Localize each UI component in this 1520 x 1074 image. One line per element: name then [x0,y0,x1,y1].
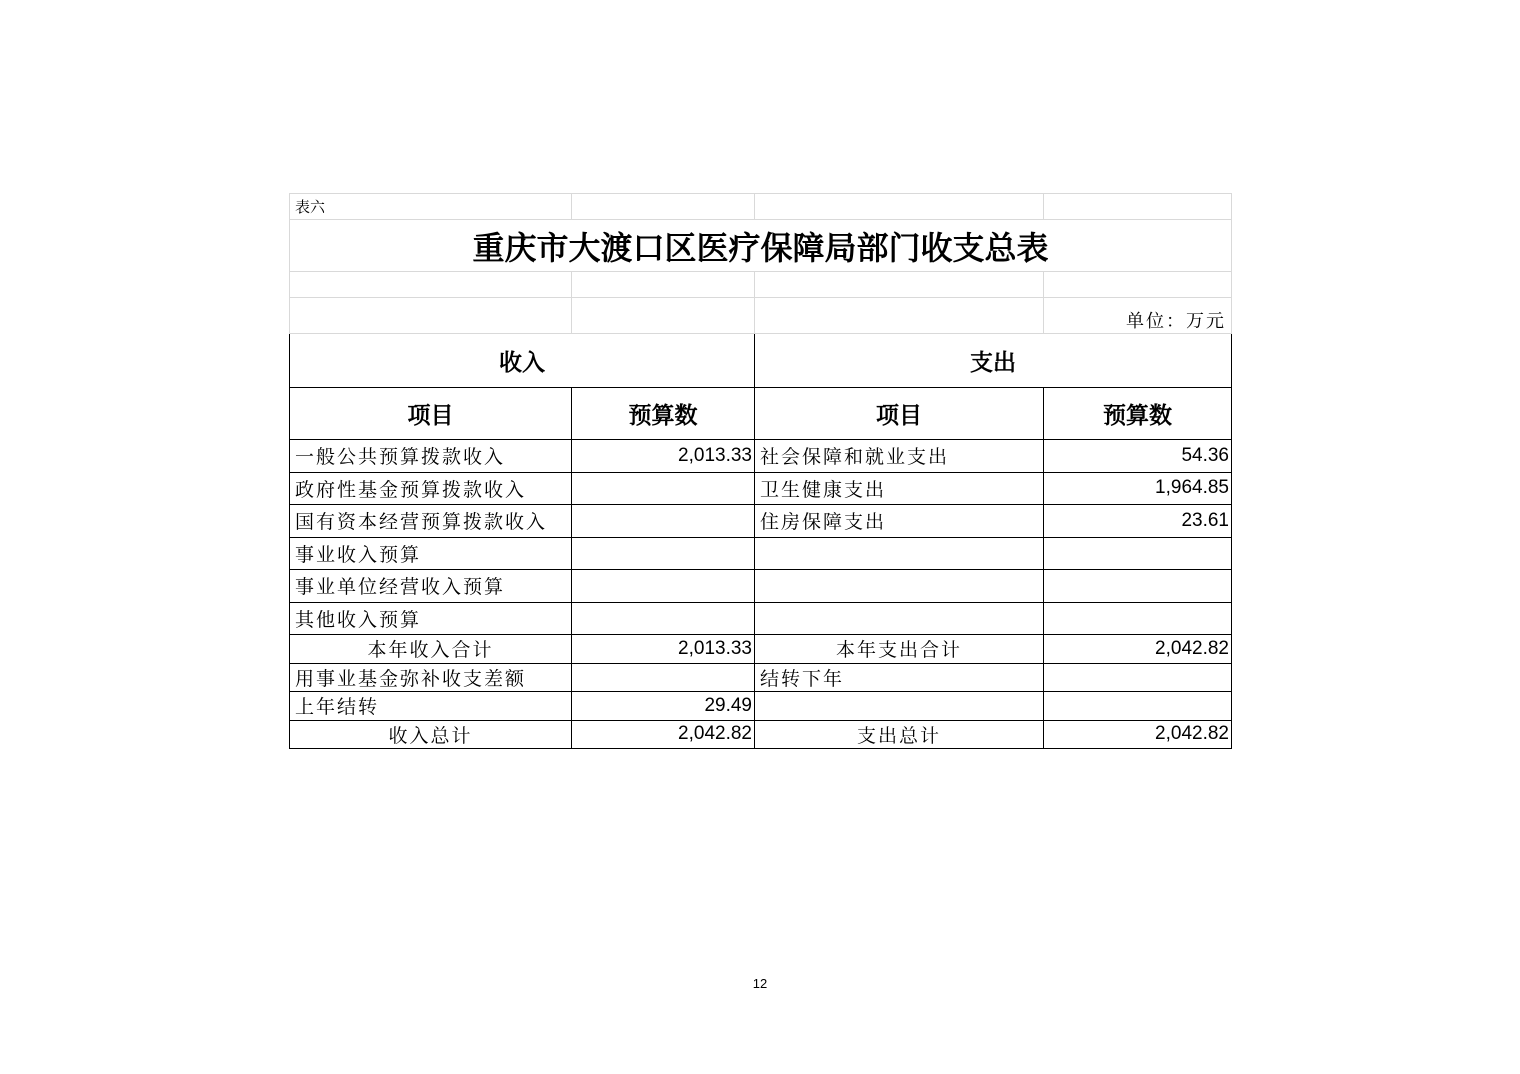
expense-subtotal-label: 本年支出合计 [755,635,1044,664]
table-row [290,663,1232,692]
expense-item: 卫生健康支出 [755,472,1044,505]
income-subtotal-label: 本年收入合计 [290,635,572,664]
income-item: 上年结转 [290,692,572,721]
income-item: 其他收入预算 [290,602,572,635]
expense-item-header: 项目 [755,388,1044,440]
income-budget-header: 预算数 [572,388,755,440]
budget-sheet [289,193,1231,749]
expense-value [1044,570,1232,603]
table-row [290,440,1232,473]
income-total-label: 收入总计 [290,720,572,749]
income-value: 2,013.33 [572,440,755,473]
income-total-value: 2,042.82 [572,720,755,749]
expense-item [755,692,1044,721]
income-subtotal-value: 2,013.33 [572,635,755,664]
expense-value: 1,964.85 [1044,472,1232,505]
total-row [290,720,1232,749]
income-item-header: 项目 [290,388,572,440]
income-value [572,472,755,505]
income-item: 用事业基金弥补收支差额 [290,663,572,692]
page-number: 12 [752,976,768,991]
expense-item [755,602,1044,635]
income-value [572,570,755,603]
expense-total-label: 支出总计 [755,720,1044,749]
column-header-row [290,388,1232,440]
budget-table [289,193,1232,749]
table-row [290,570,1232,603]
income-value [572,663,755,692]
expense-value [1044,692,1232,721]
income-item: 政府性基金预算拨款收入 [290,472,572,505]
section-header-row [290,334,1232,388]
income-value: 29.49 [572,692,755,721]
expense-budget-header: 预算数 [1044,388,1232,440]
table-row [290,537,1232,570]
table-row [290,505,1232,538]
expense-value: 54.36 [1044,440,1232,473]
title-row [290,220,1232,272]
income-item: 一般公共预算拨款收入 [290,440,572,473]
table-label: 表六 [290,194,572,220]
expense-header: 支出 [755,334,1232,388]
label-row [290,194,1232,220]
expense-item: 社会保障和就业支出 [755,440,1044,473]
expense-item: 住房保障支出 [755,505,1044,538]
income-item: 事业单位经营收入预算 [290,570,572,603]
expense-subtotal-value: 2,042.82 [1044,635,1232,664]
table-row [290,472,1232,505]
expense-value [1044,663,1232,692]
blank-row [290,272,1232,298]
income-header: 收入 [290,334,755,388]
income-value [572,602,755,635]
table-row [290,692,1232,721]
expense-item [755,570,1044,603]
page-title: 重庆市大渡口区医疗保障局部门收支总表 [290,220,1232,272]
subtotal-row [290,635,1232,664]
income-item: 国有资本经营预算拨款收入 [290,505,572,538]
expense-value: 23.61 [1044,505,1232,538]
unit-label: 单位：万元 [1044,298,1232,334]
income-value [572,505,755,538]
unit-row [290,298,1232,334]
expense-total-value: 2,042.82 [1044,720,1232,749]
income-value [572,537,755,570]
income-item: 事业收入预算 [290,537,572,570]
expense-item [755,537,1044,570]
expense-item: 结转下年 [755,663,1044,692]
table-row [290,602,1232,635]
expense-value [1044,537,1232,570]
expense-value [1044,602,1232,635]
